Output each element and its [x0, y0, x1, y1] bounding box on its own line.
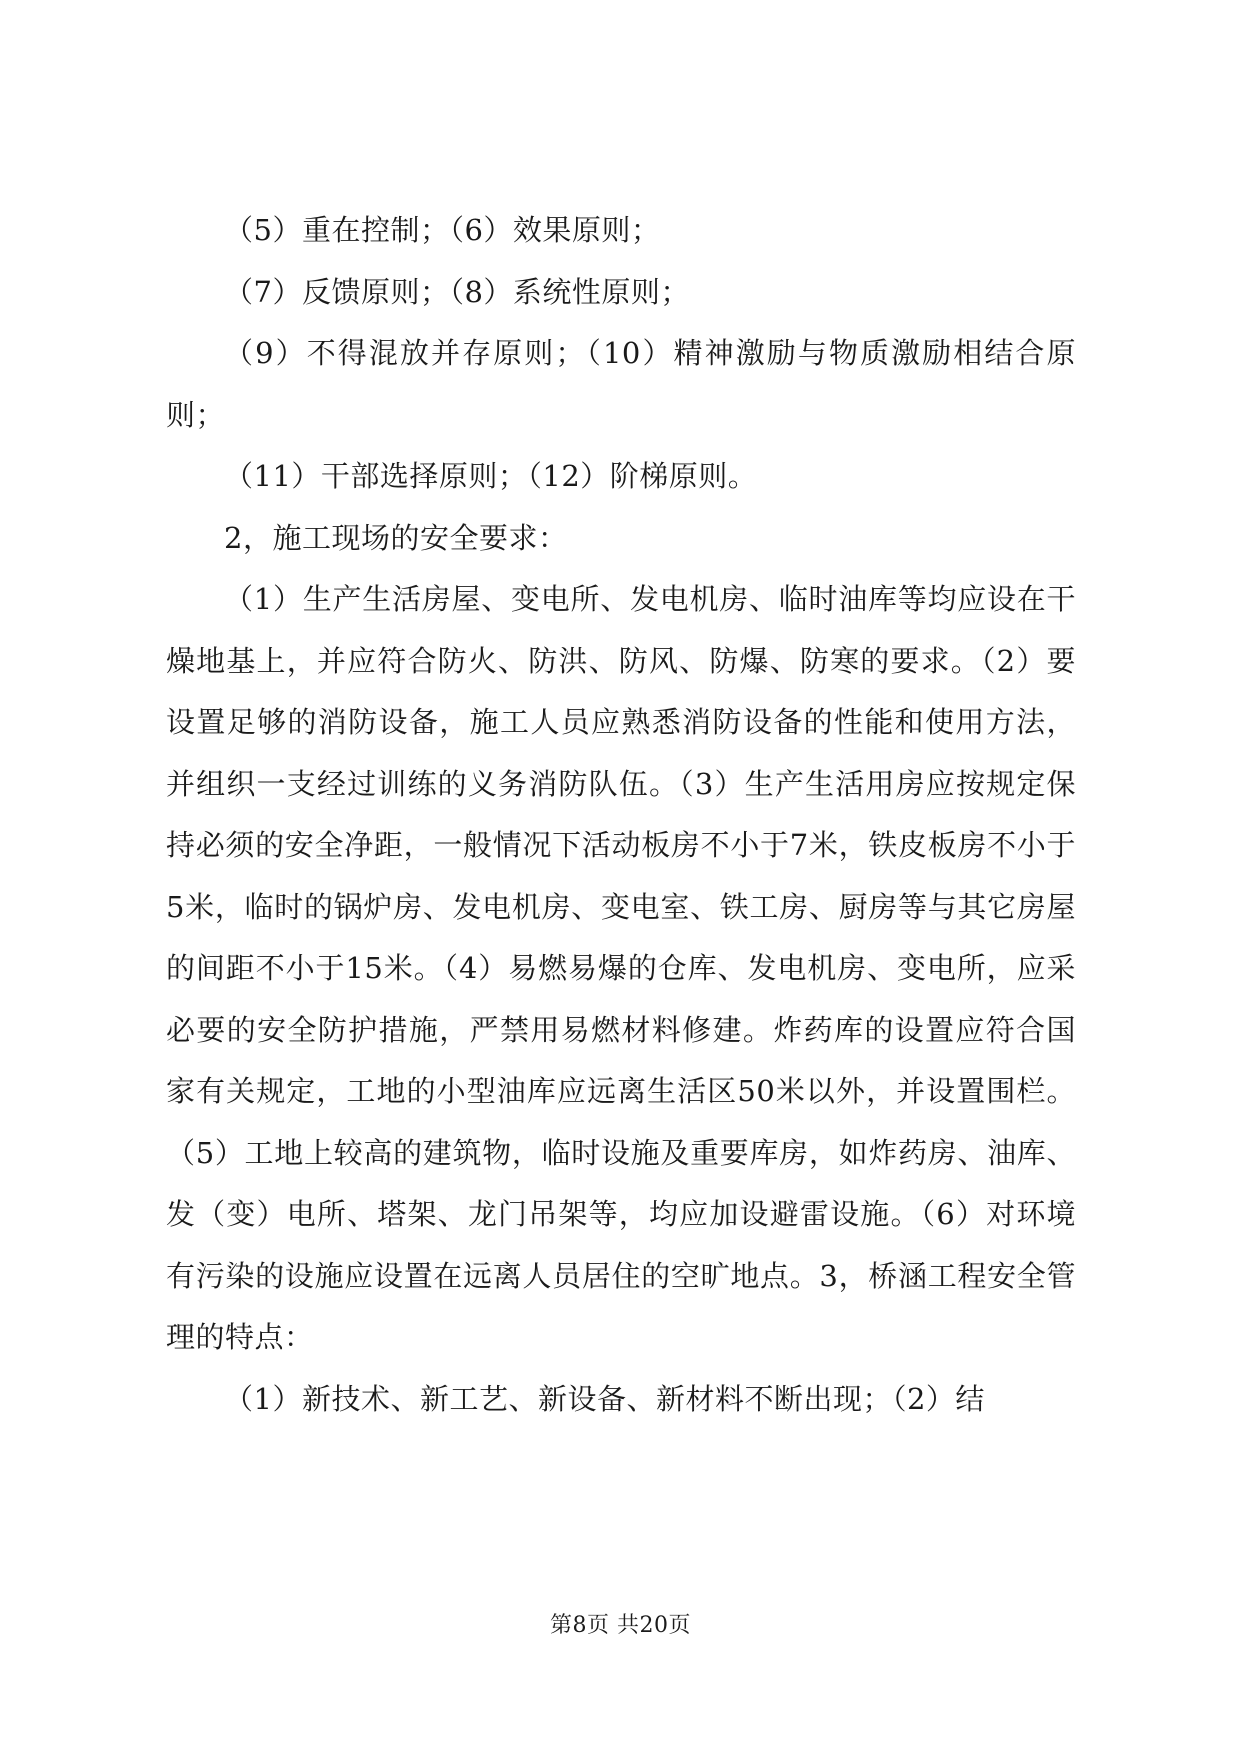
page-number-footer: 第8页 共20页 — [550, 1613, 691, 1638]
paragraph-bridge-features: （1）新技术、新工艺、新设备、新材料不断出现；（2）结 — [224, 1381, 985, 1416]
paragraph-site-safety-requirements: （1）生产生活房屋、变电所、发电机房、临时油库等均应设在干燥地基上，并应符合防火、防洪、防风、防爆、防寒的要求。（2）要设置足够的消防设备，施工人员应熟悉消防设备的性能和使用方法，并组织一支经过训练的义务消防队伍。（3）生产生活用房应按规定保持必须的安全净距，一般情况下活动板房不小于7米，铁皮板房不小于5米，临时的锅炉房、发电机房、变电室、铁工房、厨房等与其它房屋的间距不小于15米。（4）易燃易爆的仓库、发电机房、变电所，应采必要的安全防护措施，严禁用易燃材料修建。炸药库的设置应符合国家有关规定，工地的小型油库应远离生活区50米以外，并设置围栏。（5）工地上较高的建筑物，临时设施及重要库房，如炸药房、油库、发（变）电所、塔架、龙门吊架等，均应加设避雷设施。（6）对环境有污染的设施应设置在远离人员居住的空旷地点。3，桥涵工程安全管理的特点： — [166, 582, 1076, 1354]
document-body — [166, 200, 1076, 1430]
section-heading-site-safety: 2，施工现场的安全要求： — [224, 520, 568, 555]
paragraph-principles-7-8: （7）反馈原则；（8）系统性原则； — [224, 274, 690, 309]
paragraph-principles-5-6: （5）重在控制；（6）效果原则； — [224, 213, 661, 247]
paragraph-principles-9-10: （9）不得混放并存原则；（10）精神激励与物质激励相结合原则； — [166, 336, 1076, 432]
paragraph-principles-11-12: （11）干部选择原则；（12）阶梯原则。 — [224, 459, 758, 493]
